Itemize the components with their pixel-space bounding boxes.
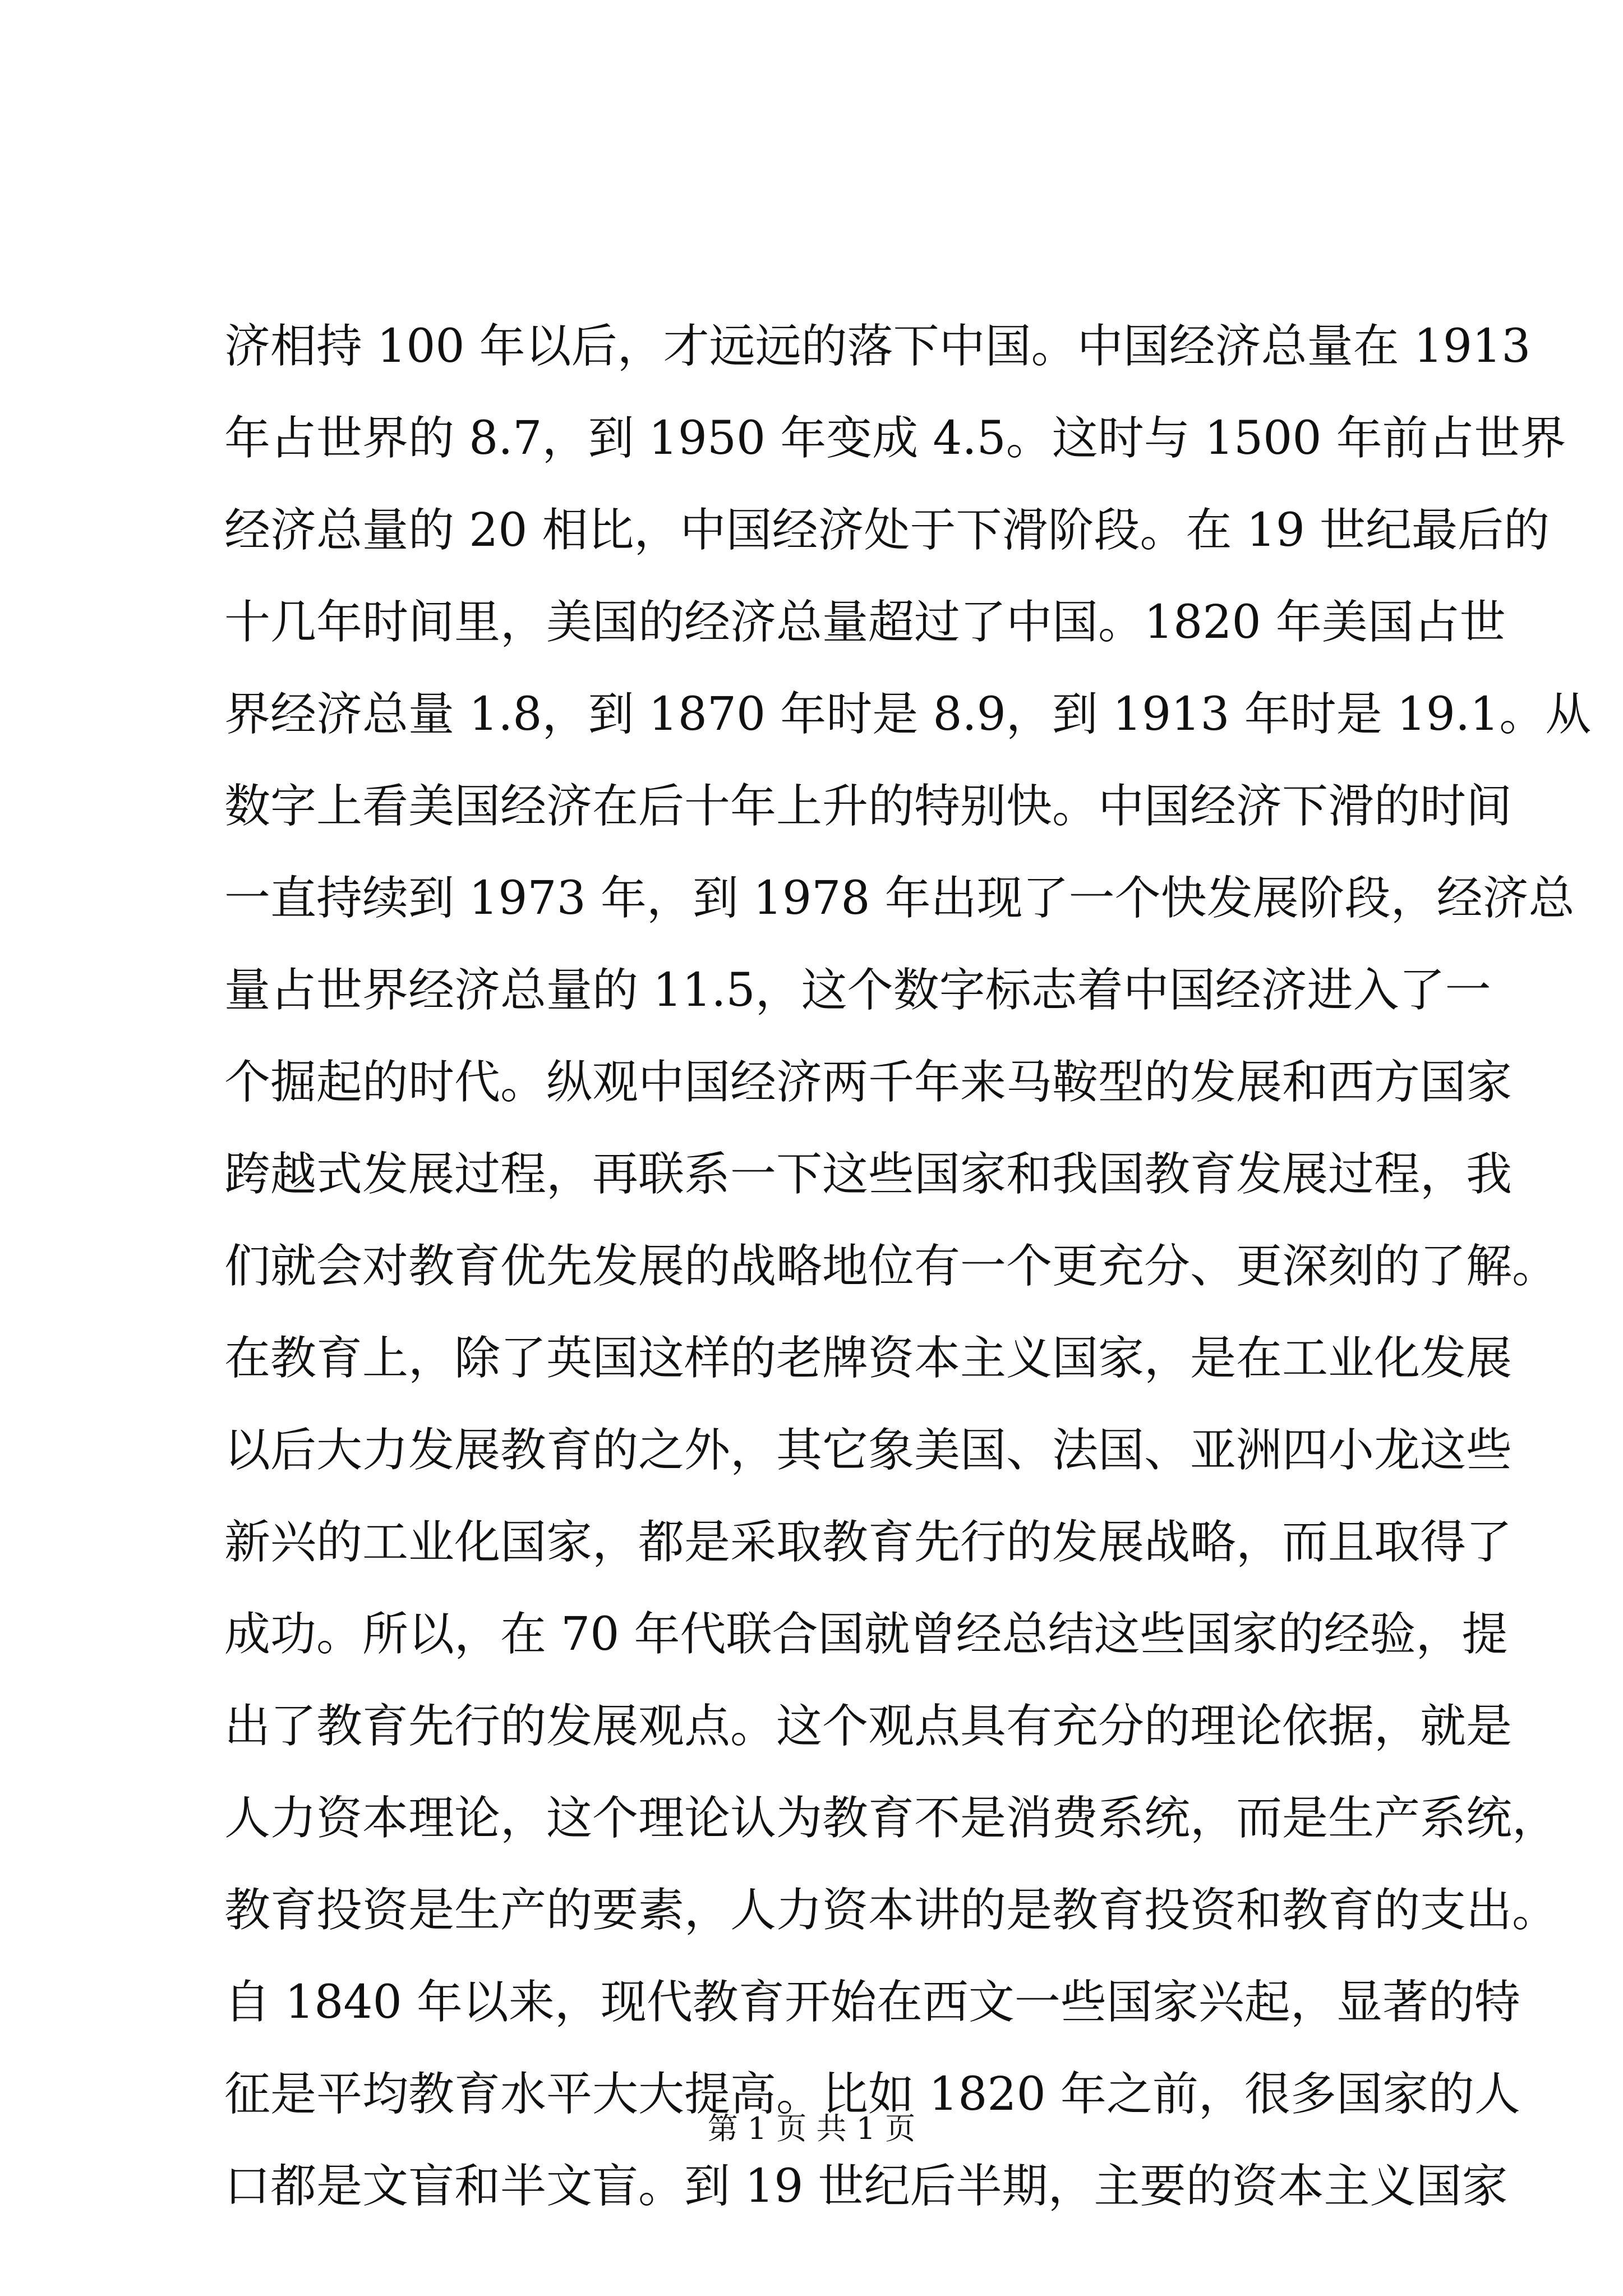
text-line: 们就会对教育优先发展的战略地位有一个更充分、更深刻的了解。 — [224, 1240, 1559, 1293]
text-line: 口都是文盲和半文盲。到 19 世纪后半期，主要的资本主义国家 — [224, 2160, 1508, 2213]
text-line: 新兴的工业化国家，都是采取教育先行的发展战略，而且取得了 — [224, 1516, 1513, 1569]
text-line: 数字上看美国经济在后十年上升的特别快。中国经济下滑的时间 — [224, 780, 1513, 833]
text-line: 界经济总量 1.8，到 1870 年时是 8.9，到 1913 年时是 19.1。从 — [224, 688, 1592, 741]
text-line: 以后大力发展教育的之外，其它象美国、法国、亚洲四小龙这些 — [224, 1424, 1513, 1477]
text-line: 出了教育先行的发展观点。这个观点具有充分的理论依据，就是 — [224, 1700, 1513, 1753]
text-line: 征是平均教育水平大大提高。比如 1820 年之前，很多国家的人 — [224, 2068, 1520, 2121]
text-line: 一直持续到 1973 年，到 1978 年出现了一个快发展阶段，经济总 — [224, 872, 1575, 925]
page-number-label: 第 1 页 共 1 页 — [707, 2111, 916, 2146]
text-line: 十几年时间里，美国的经济总量超过了中国。1820 年美国占世 — [224, 596, 1506, 649]
text-line: 量占世界经济总量的 11.5，这个数字标志着中国经济进入了一 — [224, 964, 1491, 1017]
page-footer — [0, 2109, 1623, 2148]
body-text — [224, 301, 1592, 2233]
text-line: 经济总量的 20 相比，中国经济处于下滑阶段。在 19 世纪最后的 — [224, 504, 1550, 557]
text-line: 教育投资是生产的要素，人力资本讲的是教育投资和教育的支出。 — [224, 1884, 1559, 1937]
text-line: 济相持 100 年以后，才远远的落下中国。中国经济总量在 1913 — [224, 320, 1531, 373]
text-line: 在教育上，除了英国这样的老牌资本主义国家，是在工业化发展 — [224, 1332, 1513, 1385]
text-line: 跨越式发展过程，再联系一下这些国家和我国教育发展过程，我 — [224, 1148, 1513, 1201]
text-line: 成功。所以，在 70 年代联合国就曾经总结这些国家的经验，提 — [224, 1608, 1508, 1661]
text-line: 自 1840 年以来，现代教育开始在西文一些国家兴起，显著的特 — [224, 1976, 1520, 2029]
text-line: 个掘起的时代。纵观中国经济两千年来马鞍型的发展和西方国家 — [224, 1056, 1513, 1109]
text-line: 人力资本理论，这个理论认为教育不是消费系统，而是生产系统， — [224, 1792, 1559, 1845]
text-line: 年占世界的 8.7，到 1950 年变成 4.5。这时与 1500 年前占世界 — [224, 412, 1566, 465]
